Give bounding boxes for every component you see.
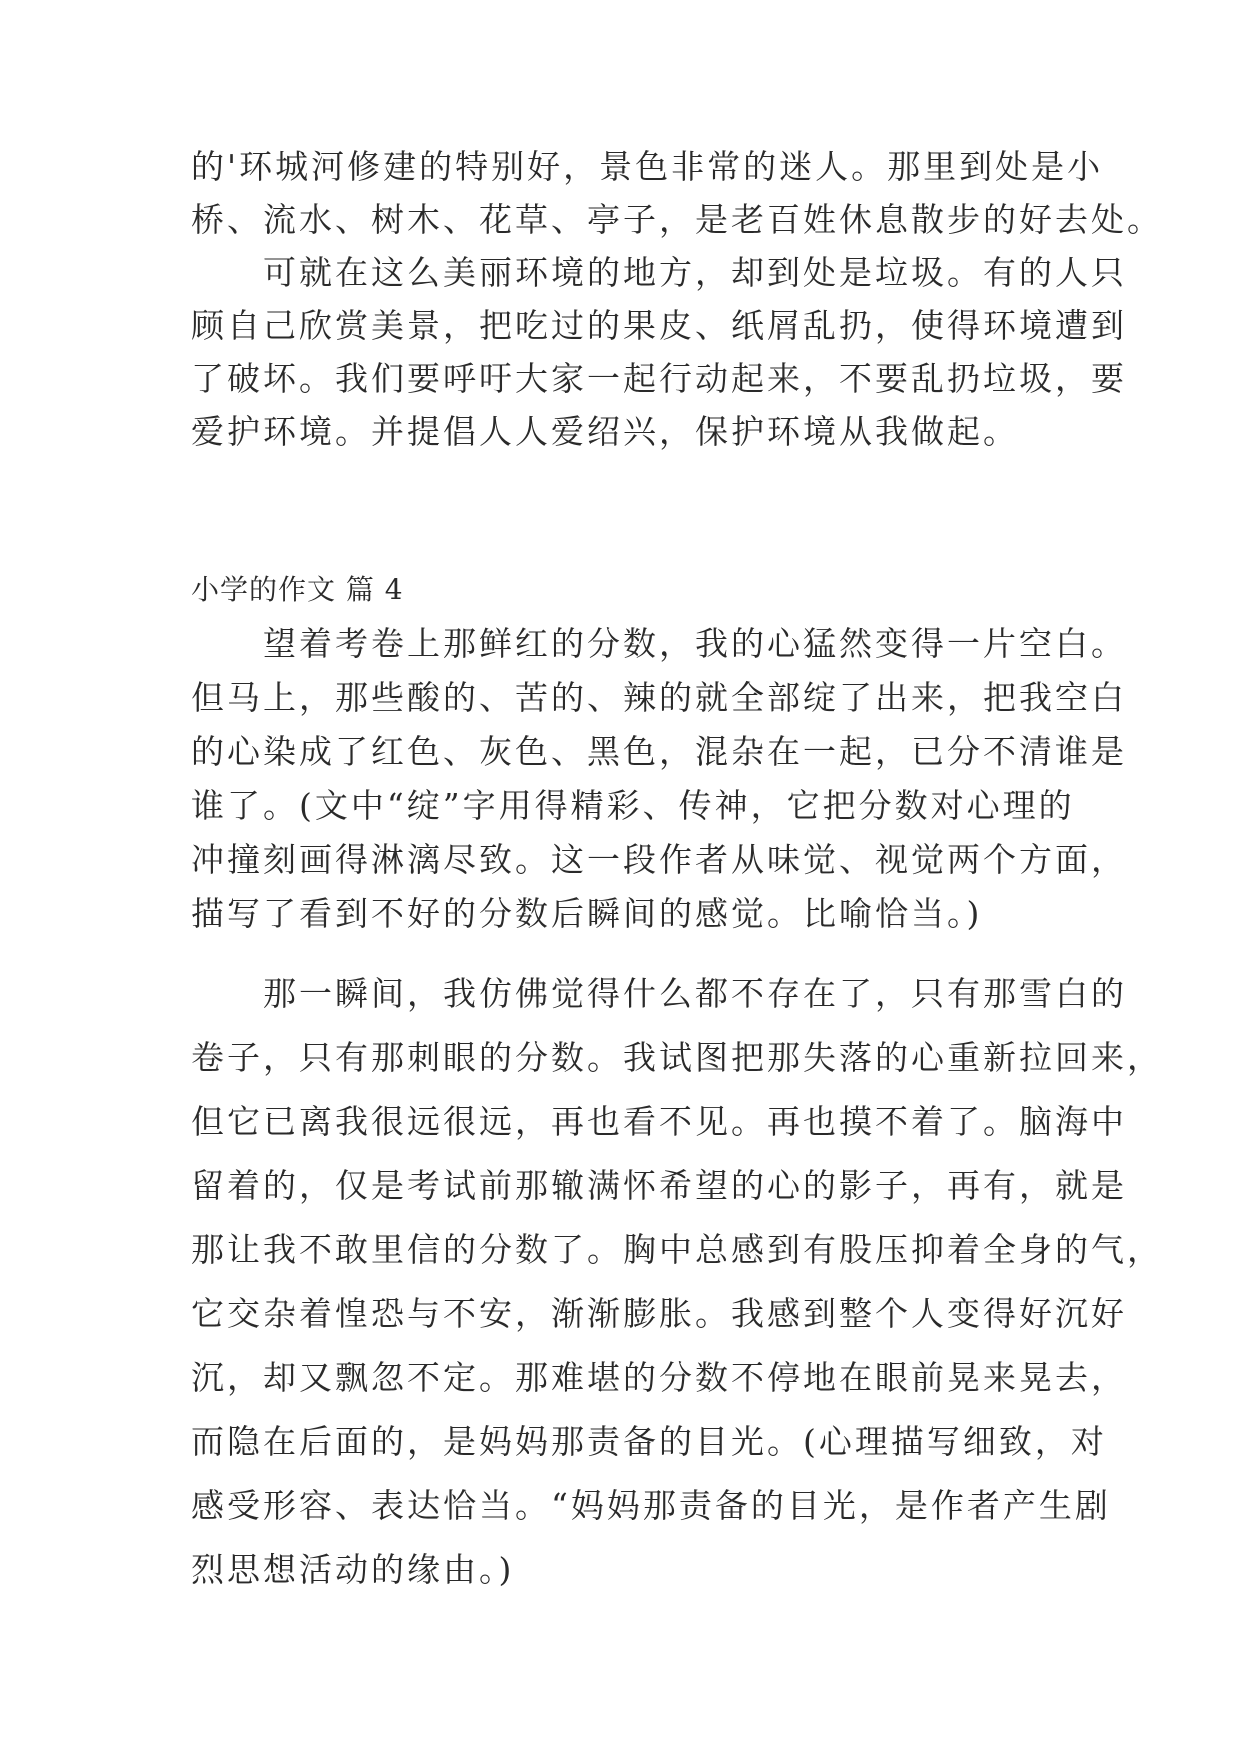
paragraph-line: 卷子，只有那刺眼的分数。我试图把那失落的心重新拉回来， [191, 1038, 1163, 1077]
paragraph-line: 了破坏。我们要呼吁大家一起行动起来，不要乱扔垃圾，要 [191, 359, 1127, 398]
paragraph-line: 沉，却又飘忽不定。那难堪的分数不停地在眼前晃来晃去， [191, 1358, 1127, 1397]
paragraph-line: 但马上，那些酸的、苦的、辣的就全部绽了出来，把我空白 [191, 678, 1127, 717]
paragraph-line: 留着的，仅是考试前那辙满怀希望的心的影子，再有，就是 [191, 1166, 1127, 1205]
paragraph-line: 但它已离我很远很远，再也看不见。再也摸不着了。脑海中 [191, 1102, 1127, 1141]
paragraph-line: 冲撞刻画得淋漓尽致。这一段作者从味觉、视觉两个方面， [191, 840, 1127, 879]
paragraph-line: 那一瞬间，我仿佛觉得什么都不存在了，只有那雪白的 [191, 974, 1127, 1013]
paragraph-line: 可就在这么美丽环境的地方，却到处是垃圾。有的人只 [191, 253, 1127, 292]
paragraph-line: 望着考卷上那鲜红的分数，我的心猛然变得一片空白。 [191, 624, 1127, 663]
paragraph-line: 桥、流水、树木、花草、亭子，是老百姓休息散步的好去处。 [191, 200, 1163, 239]
paragraph-line: 谁了。(文中“绽”字用得精彩、传神，它把分数对心理的 [191, 786, 1075, 825]
paragraph-line: 它交杂着惶恐与不安，渐渐膨胀。我感到整个人变得好沉好 [191, 1294, 1127, 1333]
paragraph-line: 的'环城河修建的特别好，景色非常的迷人。那里到处是小 [191, 147, 1104, 186]
paragraph-line: 的心染成了红色、灰色、黑色，混杂在一起，已分不清谁是 [191, 732, 1127, 771]
paragraph-line: 描写了看到不好的分数后瞬间的感觉。比喻恰当。) [191, 894, 983, 933]
paragraph-line: 那让我不敢里信的分数了。胸中总感到有股压抑着全身的气， [191, 1230, 1163, 1269]
paragraph-line: 烈思想活动的缘由。) [191, 1550, 515, 1589]
paragraph-line: 爱护环境。并提倡人人爱绍兴，保护环境从我做起。 [191, 412, 1019, 451]
section-heading: 小学的作文 篇 4 [191, 573, 404, 606]
paragraph-line: 而隐在后面的，是妈妈那责备的目光。(心理描写细致，对 [191, 1422, 1107, 1461]
paragraph-line: 感受形容、表达恰当。“妈妈那责备的目光，是作者产生剧 [191, 1486, 1111, 1525]
paragraph-line: 顾自己欣赏美景，把吃过的果皮、纸屑乱扔，使得环境遭到 [191, 306, 1127, 345]
